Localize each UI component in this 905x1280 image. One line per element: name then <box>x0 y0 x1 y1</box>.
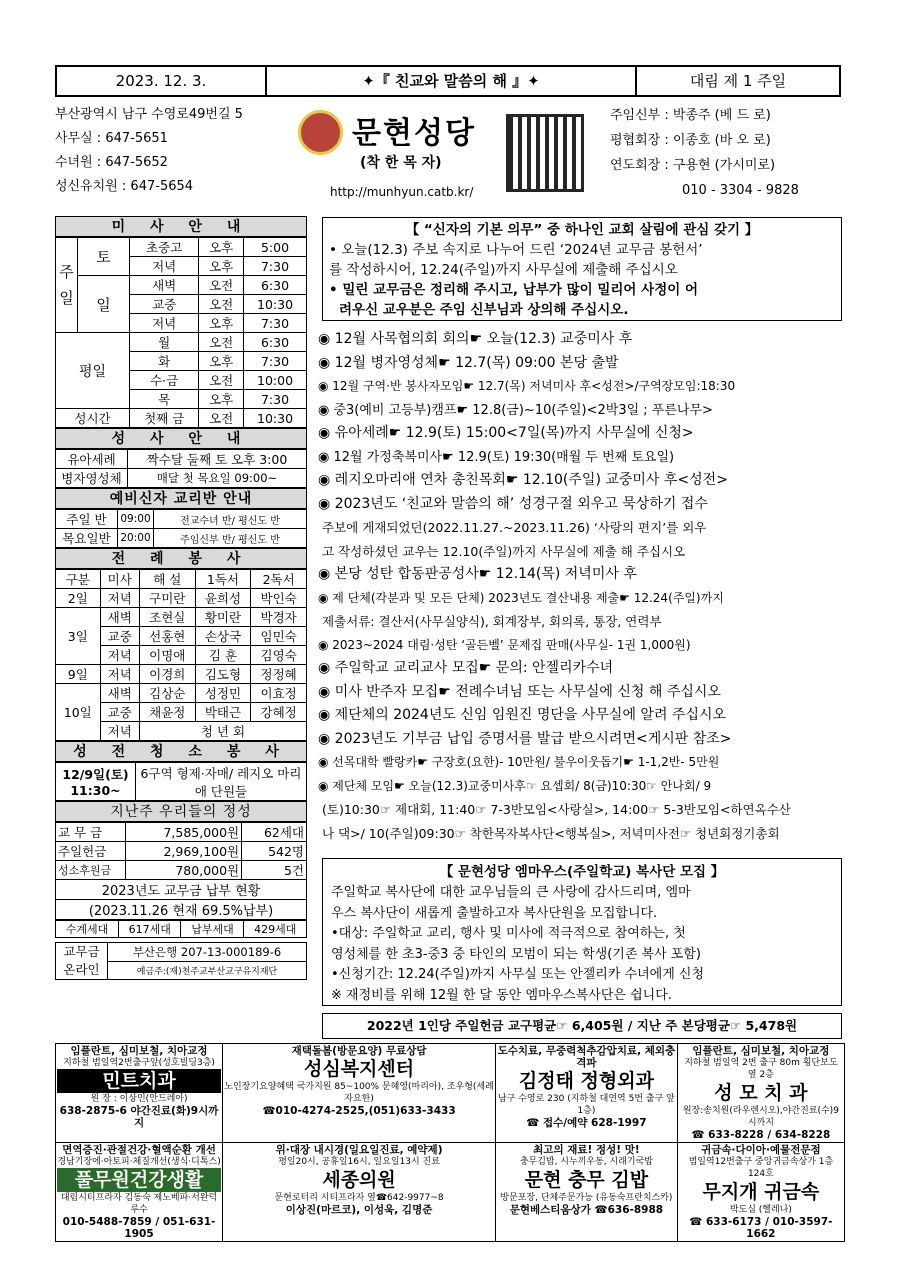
ad-tagline: 귀금속·다이아·예물전문점 <box>701 1144 821 1156</box>
ad-card[interactable] <box>496 1044 678 1143</box>
top-bar <box>55 65 841 97</box>
notice-line: • 오늘(12.3) 주보 속지로 나누어 드린 ‘2024년 교무금 봉헌서’ <box>329 242 703 258</box>
notice-line: 우스 복사단이 새롭게 출발하고자 복사단원을 모집합니다. <box>331 905 658 921</box>
catechism-cell: 09:00 <box>118 510 154 529</box>
mass-cell: 오전 <box>199 276 244 295</box>
liturgy-cell: 이명애 <box>139 646 195 665</box>
sacrament-title: 성 사 안 내 <box>55 428 307 449</box>
ad-contact: 638-2875-6 야간진료(화)9시까지 <box>59 1105 219 1129</box>
ad-detail: 원장:송치원(라우렌시오),야간진료(수)9시까지 <box>682 1106 839 1128</box>
office-phone: 사무실 : 647-5651 <box>55 131 168 146</box>
cleaning-table <box>55 762 307 801</box>
household-cell: 429세대 <box>244 921 307 938</box>
liturgy-cell: 손상국 <box>195 627 251 646</box>
liturgy-cell: 저녁 <box>100 646 139 665</box>
ad-contact: 문현베스티움상가 ☎636-8988 <box>509 1204 664 1216</box>
liturgy-cell: 김영숙 <box>251 646 307 665</box>
news-item: 제출서류: 결산서(사무실양식), 회계장부, 회의록, 통장, 연력부 <box>322 614 662 629</box>
offering-cell: 2,969,100원 <box>126 842 242 861</box>
ad-detail: 노인장기요양혜택 국가지원 85~100% 문혜영(마리아), 조우형(세례자요한) <box>224 1082 494 1104</box>
notice-line: ※ 재정비를 위해 12월 한 달 동안 엠마우스복사단은 쉽니다. <box>331 987 672 1003</box>
mass-cell: 저녁 <box>130 257 199 276</box>
mass-cell: 오후 <box>199 257 244 276</box>
mass-cell: 교중 <box>130 295 199 314</box>
mass-cell: 오후 <box>199 314 244 333</box>
cleaning-group: 6구역 형제·자매/ 레지오 마리애 단원들 <box>136 763 307 801</box>
liturgy-cell: 선홍현 <box>139 627 195 646</box>
kinder-phone: 성신유치원 : 647-5654 <box>55 179 194 194</box>
cleaning-date: 12/9일(토) 11:30~ <box>56 763 136 801</box>
mass-cell: 오전 <box>199 409 244 428</box>
liturgy-cell: 새벽 <box>100 608 139 627</box>
ad-card[interactable] <box>223 1044 496 1143</box>
offering-table <box>55 822 307 920</box>
bank-label: 교무금 온라인 <box>56 943 108 980</box>
contact-phone: 010 - 3304 - 9828 <box>682 183 799 198</box>
ad-name: 민트치과 <box>57 1069 221 1093</box>
sacrament-cell: 매달 첫 목요일 09:00~ <box>128 469 307 488</box>
account-holder: 예금주:(재)천주교부산교구유지재단 <box>108 961 307 980</box>
mass-cell: 오전 <box>199 295 244 314</box>
liturgy-service-table <box>55 569 307 741</box>
liturgy-cell: 정정혜 <box>251 665 307 684</box>
liturgy-cell: 박경자 <box>251 608 307 627</box>
liturgy-cell: 교중 <box>100 703 139 722</box>
news-item: ◉ 주일학교 교리교사 모집☛ 문의: 안젤리카수녀 <box>318 660 614 676</box>
payment-status-sub: (2023.11.26 현재 69.5%납부) <box>56 900 307 920</box>
year-theme: ✦『 친교와 말씀의 해 』✦ <box>267 67 637 95</box>
mass-cell: 첫째 금 <box>130 409 199 428</box>
ad-sub: 경남기장에·아토피·체질개선(생식·디톡스) <box>57 1157 221 1167</box>
notice-altar-servers <box>322 858 842 1006</box>
offering-title: 지난주 우리들의 정성 <box>55 801 307 822</box>
news-item: ◉ 중3(예비 고등부)캠프☛ 12.8(금)~10(주일)<2박3일 ; 푸른나무> <box>318 402 713 418</box>
mass-cell: 10:00 <box>244 371 307 390</box>
ad-detail: 문현로터리 시티프라자 옆☎642-9977~8 <box>274 1193 444 1203</box>
news-item: ◉ 2023년도 ‘친교와 말씀의 해’ 성경구절 외우고 묵상하기 접수 <box>318 495 708 512</box>
mass-table <box>55 237 307 428</box>
sacrament-cell: 병자영성체 <box>56 469 128 488</box>
ads-table <box>55 1043 845 1242</box>
mass-cell: 7:30 <box>244 257 307 276</box>
ad-sub: 범일역12번출구 중앙귀금속상가 1층 124호 <box>688 1157 834 1179</box>
offering-cell: 교 무 금 <box>56 823 126 842</box>
sat-label: 토 <box>78 238 130 276</box>
liturgy-cell: 교중 <box>100 627 139 646</box>
liturgy-cell: 김도형 <box>195 665 251 684</box>
bank-table <box>55 942 307 980</box>
church-name: 문현성당 <box>352 116 476 151</box>
news-item: ◉ 12월 병자영성체☛ 12.7(목) 09:00 본당 출발 <box>318 354 619 371</box>
contact-info <box>55 103 243 199</box>
mass-cell: 오전 <box>199 333 244 352</box>
mass-cell: 10:30 <box>244 409 307 428</box>
liturgy-cell: 구미란 <box>139 589 195 608</box>
liturgy-cell: 2일 <box>56 589 101 608</box>
mass-cell: 초중고 <box>130 238 199 257</box>
mass-cell: 오후 <box>199 238 244 257</box>
mass-cell: 목 <box>130 390 199 409</box>
notice-title: 【 “신자의 기본 의무” 중 하나인 교회 살림에 관심 갖기 】 <box>405 222 759 238</box>
elder-president: 연도회장 : 구용현 (가시미로) <box>610 158 776 173</box>
offering-cell: 780,000원 <box>126 861 242 880</box>
mass-cell: 오후 <box>199 390 244 409</box>
mass-cell: 월 <box>130 333 199 352</box>
sacrament-table <box>55 449 307 488</box>
news-item: ◉ 선목대학 빨랑카☛ 구장호(요한)- 10만원/ 불우이웃돕기☛ 1-1,2반- 5만원 <box>318 755 720 769</box>
liturgy-cell: 윤희성 <box>195 589 251 608</box>
holy-hour-label: 성시간 <box>56 409 130 428</box>
ad-contact: 이상진(마르코), 이성욱, 김명준 <box>285 1204 433 1216</box>
sun-label: 일 <box>78 276 130 333</box>
ad-detail: 남구 수영로 230 (지하철 대연역 5번 출구 앞 1층) <box>497 1094 675 1116</box>
ad-tagline: 도수치료, 무중력척추감압치료, 체외충격파 <box>497 1045 676 1069</box>
catechism-cell: 20:00 <box>118 529 154 548</box>
mass-cell: 새벽 <box>130 276 199 295</box>
news-item: ◉ 본당 성탄 합동판공성사☛ 12.14(목) 저녁미사 후 <box>318 566 637 582</box>
ad-contact: 010-5488-7859 / 051-631-1905 <box>62 1216 216 1240</box>
notice-line: • 밀린 교무금은 정리해 주시고, 납부가 많이 밀리어 사정이 어 <box>329 282 699 298</box>
liturgy-header: 2독서 <box>251 570 307 589</box>
weekday-label: 평일 <box>56 333 130 409</box>
liturgy-cell: 청 년 회 <box>139 722 306 741</box>
address: 부산광역시 남구 수영로49번길 5 <box>55 107 243 122</box>
liturgy-cell: 3일 <box>56 608 101 665</box>
mass-cell: 오전 <box>199 371 244 390</box>
ad-card[interactable] <box>56 1044 223 1143</box>
liturgy-cell: 김상순 <box>139 684 195 703</box>
news-item: ◉ 미사 반주자 모집☛ 전례수녀님 또는 사무실에 신청 해 주십시오 <box>318 683 721 700</box>
offering-cell: 542명 <box>242 842 307 861</box>
ad-tagline: 재택돌봄(방문요양) 무료상담 <box>291 1045 427 1057</box>
ad-name: 성심복지센터 <box>304 1058 415 1080</box>
left-column <box>55 216 307 980</box>
news-item: (토)10:30☞ 제대회, 11:40☞ 7-3반모임<사랑실>, 14:00☞ 5-3반모임<하연옥수산 <box>322 802 791 817</box>
news-item: ◉ 12월 구역·반 봉사자모임☛ 12.7(목) 저녁미사 후<성전>/구역장모임:18:30 <box>318 379 736 393</box>
ad-detail: 원 장 : 이상민(안드레아) <box>90 1094 188 1104</box>
news-item: ◉ 제단체의 2024년도 신임 임원진 명단을 사무실에 알려 주십시오 <box>318 707 727 723</box>
ad-tagline: 임플란트, 심미보철, 치아교정 <box>70 1045 208 1057</box>
news-item: ◉ 유아세례☛ 12.9(토) 15:00<7일(목)까지 사무실에 신청> <box>318 425 694 441</box>
payment-status-title: 2023년도 교무금 납부 현황 <box>56 880 307 900</box>
staff-info <box>610 103 799 203</box>
ad-card[interactable] <box>223 1143 496 1242</box>
mass-cell: 7:30 <box>244 390 307 409</box>
ad-detail: 박도심 (헬레나) <box>729 1205 792 1215</box>
ad-tagline: 최고의 재료! 정성! 맛! <box>533 1144 640 1156</box>
ad-contact: ☎ 접수/예약 628-1997 <box>526 1117 647 1129</box>
sunday-label: 주일 <box>56 238 78 333</box>
notice-offering-duty <box>322 217 842 321</box>
notice-line: •신청기간: 12.24(주일)까지 사무실 또는 안젤리카 수녀에게 신청 <box>331 967 705 982</box>
notice-line: 주일학교 복사단에 대한 교우님들의 큰 사랑에 감사드리며, 엠마 <box>331 885 691 900</box>
bank-account: 부산은행 207-13-000189-6 <box>108 943 307 962</box>
household-cell: 617세대 <box>118 921 181 938</box>
offering-cell: 주일헌금 <box>56 842 126 861</box>
ad-card[interactable] <box>677 1143 844 1242</box>
offering-average: 2022년 1인당 주일헌금 교구평균☞ 6,405원 / 지난 주 본당평균☞ 5,478원 <box>322 1013 842 1039</box>
nuns-phone: 수녀원 : 647-5652 <box>55 155 168 170</box>
liturgy-cell: 저녁 <box>100 722 139 741</box>
ad-contact: ☎ 633-8228 / 634-8228 <box>691 1129 831 1141</box>
ad-tagline: 임플란트, 심미보철, 치아교정 <box>692 1045 830 1057</box>
notice-line: •대상: 주일학교 교리, 행사 및 미사에 적극적으로 참여하는, 첫 <box>331 926 686 941</box>
website-link[interactable]: http://munhyun.catb.kr/ <box>330 185 474 199</box>
ad-name: 세종의원 <box>322 1169 396 1191</box>
mass-cell: 수·금 <box>130 371 199 390</box>
church-motto: (착 한 목 자) <box>360 155 442 171</box>
household-cell: 수계세대 <box>56 921 119 938</box>
household-cell: 납부세대 <box>181 921 244 938</box>
ad-card[interactable] <box>56 1143 223 1242</box>
qr-code-icon[interactable] <box>506 114 584 192</box>
mass-cell: 오후 <box>199 352 244 371</box>
issue-date: 2023. 12. 3. <box>57 67 267 95</box>
liturgy-cell: 9일 <box>56 665 101 684</box>
church-emblem-icon <box>298 110 343 155</box>
mass-cell: 7:30 <box>244 352 307 371</box>
offering-cell: 5건 <box>242 861 307 880</box>
news-item: ◉ 2023년도 기부금 납입 증명서를 발급 받으시려면<게시판 참조> <box>318 730 732 747</box>
ad-sub: 충무김밥, 시누끼우동, 시래기국밥 <box>519 1157 653 1167</box>
catechism-cell: 주임신부 반/ 평신도 반 <box>154 529 307 548</box>
ad-name: 성 모 치 과 <box>714 1082 808 1104</box>
sacrament-cell: 짝수달 둘째 토 오후 3:00 <box>128 450 307 469</box>
news-item: 나 댁>/ 10(주일)09:30☞ 착한목자복사단<행복실>, 저녁미사전☞ 청년회정기총회 <box>322 825 780 841</box>
catechism-cell: 목요일반 <box>56 529 118 548</box>
ad-tagline: 면역증진·관절건강·혈액순환 개선 <box>62 1144 216 1156</box>
news-item: ◉ 12월 사목협의회 회의☛ 오늘(12.3) 교중미사 후 <box>318 331 633 347</box>
ad-sub: 지하철 범일역2번출구앞(성호빌딩3층) <box>63 1058 215 1068</box>
sacrament-cell: 유아세례 <box>56 450 128 469</box>
liturgy-cell: 황미란 <box>195 608 251 627</box>
news-item: 주보에 게재되었던(2022.11.27.~2023.11.26) ‘사랑의 편지’를 외우 <box>322 520 707 535</box>
liturgy-cell: 이경희 <box>139 665 195 684</box>
offering-cell: 62세대 <box>242 823 307 842</box>
liturgy-header: 구분 <box>56 570 101 589</box>
liturgy-cell: 성정민 <box>195 684 251 703</box>
liturgy-header: 해 설 <box>139 570 195 589</box>
liturgy-cell: 저녁 <box>100 665 139 684</box>
news-item: ◉ 레지오마리애 연차 총친목회☛ 12.10(주일) 교중미사 후<성전> <box>318 472 728 488</box>
offering-cell: 성소후원금 <box>56 861 126 880</box>
ad-name: 풀무원건강생활 <box>57 1168 221 1192</box>
ad-sub: 평일20시, 공휴일16시, 일요일13시 진료 <box>278 1157 440 1167</box>
household-table <box>55 920 307 938</box>
news-item: 고 작성하셨던 교우는 12.10(주일)까지 사무실에 제출 해 주십시오 <box>322 543 686 559</box>
liturgy-header: 1독서 <box>195 570 251 589</box>
liturgy-cell: 임민숙 <box>251 627 307 646</box>
liturgy-cell: 김 훈 <box>195 646 251 665</box>
ad-detail: 방문포장, 단체주문가능 (유동숙프란치스카) <box>500 1193 673 1203</box>
liturgy-cell: 조현실 <box>139 608 195 627</box>
news-list <box>318 328 844 845</box>
ad-name: 무지개 귀금속 <box>702 1181 820 1203</box>
news-item: ◉ 12월 가정축복미사☛ 12.9(토) 19:30(매월 두 번째 토요일) <box>318 449 675 465</box>
news-item: ◉ 2023~2024 대림·성탄 ‘골든벨’ 문제집 판매(사무실- 1권 1,000원) <box>318 637 691 652</box>
catechism-cell: 전교수녀 반/ 평신도 반 <box>154 510 307 529</box>
liturgy-cell: 이효정 <box>251 684 307 703</box>
liturgy-cell: 채윤정 <box>139 703 195 722</box>
pastor: 주임신부 : 박종주 (베 드 로) <box>610 108 771 123</box>
notice-line: 려우신 교우분은 주임 신부님과 상의해 주십시오. <box>339 302 629 318</box>
liturgy-cell: 저녁 <box>100 589 139 608</box>
liturgy-service-title: 전 례 봉 사 <box>55 548 307 569</box>
ad-sub: 지하철 범일역 2번 출구 80m 횡단보도 옆 2층 <box>684 1058 838 1080</box>
liturgy-header: 미사 <box>100 570 139 589</box>
council-president: 평협회장 : 이종호 (바 오 로) <box>610 133 771 148</box>
ad-contact: ☎010-4274-2525,(051)633-3433 <box>262 1105 456 1117</box>
notice-line: 를 작성하시어, 12.24(주일)까지 사무실에 제출해 주십시오 <box>329 262 678 278</box>
mass-cell: 10:30 <box>244 295 307 314</box>
mass-cell: 6:30 <box>244 333 307 352</box>
ad-card[interactable] <box>677 1044 844 1143</box>
liturgical-week: 대림 제 1 주일 <box>689 72 787 90</box>
offering-cell: 7,585,000원 <box>126 823 242 842</box>
mass-title: 미 사 안 내 <box>55 216 307 237</box>
notice-title: 【 문현성당 엠마우스(주일학교) 복사단 모집 】 <box>439 864 725 880</box>
ad-name: 김정태 정형외과 <box>518 1070 654 1092</box>
mass-cell: 5:00 <box>244 238 307 257</box>
catechism-cell: 주일 반 <box>56 510 118 529</box>
mass-cell: 6:30 <box>244 276 307 295</box>
liturgy-cell: 박태근 <box>195 703 251 722</box>
news-item: ◉ 제 단체(각분과 및 모든 단체) 2023년도 결산내용 제출☛ 12.24(주일)까지 <box>318 590 724 605</box>
catechism-table <box>55 509 307 548</box>
ad-detail: 대림시티프라자 김동숙 제노베파·서완덕 루수 <box>60 1193 218 1215</box>
ad-contact: ☎ 633-6173 / 010-3597-1662 <box>689 1216 833 1240</box>
liturgy-cell: 박인숙 <box>251 589 307 608</box>
cleaning-title: 성 전 청 소 봉 사 <box>55 741 307 762</box>
ad-name: 문현 충무 김밥 <box>524 1169 649 1191</box>
mass-cell: 화 <box>130 352 199 371</box>
ad-tagline: 위·대장 내시경(일요일진료, 예약제) <box>275 1144 443 1156</box>
catechism-title: 예비신자 교리반 안내 <box>55 488 307 509</box>
liturgy-cell: 10일 <box>56 684 101 741</box>
notice-line: 영성체를 한 초3-중3 중 타인의 모범이 되는 학생(기존 복사 포함) <box>331 946 701 962</box>
liturgy-cell: 강혜정 <box>251 703 307 722</box>
mass-cell: 저녁 <box>130 314 199 333</box>
ad-card[interactable] <box>496 1143 678 1242</box>
liturgy-cell: 새벽 <box>100 684 139 703</box>
news-item: ◉ 제단체 모임☛ 오늘(12.3)교중미사후☞ 요셉회/ 8(금)10:30☞ 안나회/ 9 <box>318 778 712 793</box>
mass-cell: 7:30 <box>244 314 307 333</box>
